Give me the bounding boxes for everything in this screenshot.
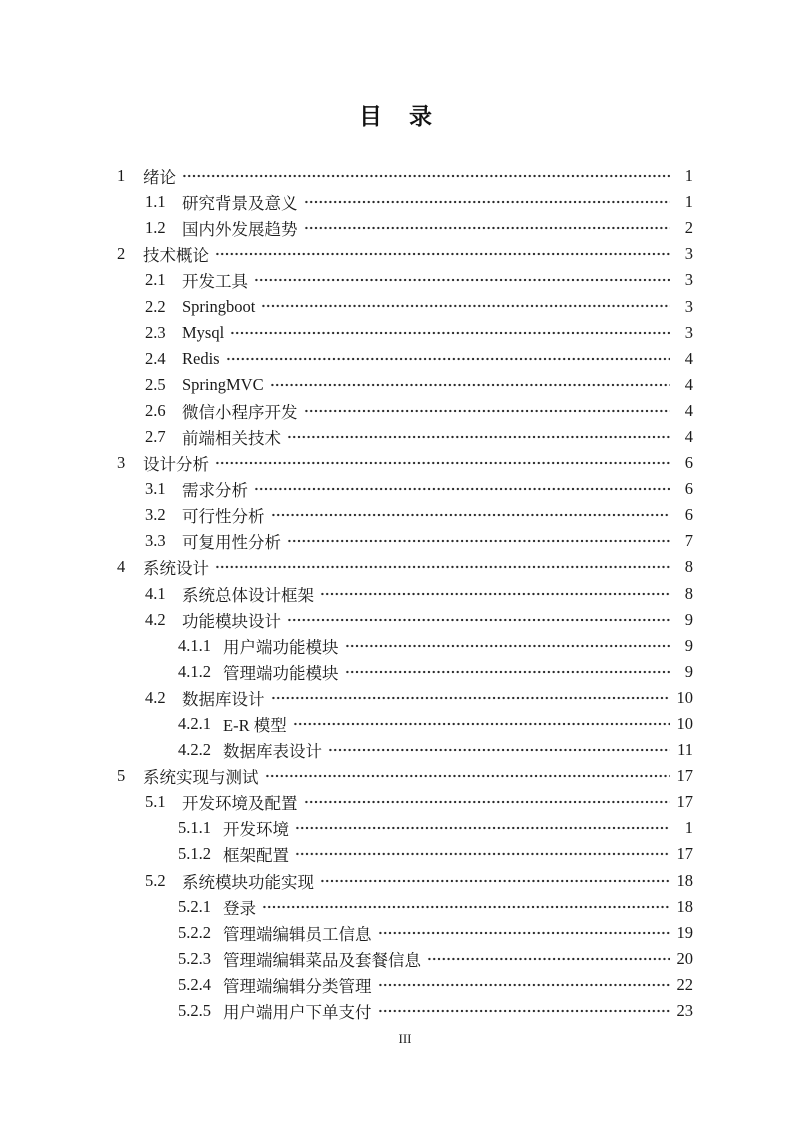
toc-entry [117,450,693,476]
toc-entry [117,998,693,1024]
toc-dot-leader [293,711,670,737]
toc-entry-number: 2.2 [145,296,166,316]
toc-entry-number: 4.2.2 [178,740,211,760]
toc-entry-label: 用户端功能模块 [223,637,339,657]
toc-entry-page: 4 [684,426,693,446]
toc-dot-leader [320,581,670,607]
toc-entry-label: 开发工具 [182,272,248,292]
toc-entry-number: 4.2.1 [178,714,211,734]
toc-entry-page: 1 [684,818,693,838]
toc-entry-number: 2 [117,244,126,264]
toc-entry-label: 可复用性分析 [182,533,281,553]
toc-entry-label: 数据库表设计 [223,742,322,762]
toc-entry [117,189,693,215]
toc-entry-number: 5.2.5 [178,1001,211,1021]
toc-entry [117,398,693,424]
toc-dot-leader [345,659,671,685]
toc-entry-number: 3.1 [145,479,166,499]
toc-entry-page: 17 [676,792,693,812]
toc-entry [117,920,693,946]
toc-entry-label: 微信小程序开发 [182,402,298,422]
toc-entry-number: 5.2.4 [178,974,211,994]
toc-entry-label: E-R 模型 [223,716,287,736]
toc-entry-page: 6 [684,453,693,473]
toc-entry-number: 5.2.2 [178,922,211,942]
toc-entry-page: 1 [684,192,693,212]
toc-entry-label: 框架配置 [223,846,289,866]
toc-entry-page: 4 [684,348,693,368]
toc-entry [117,424,693,450]
toc-entry-label: 技术概论 [143,246,209,266]
toc-entry-number: 5.2.1 [178,896,211,916]
toc-entry-label: 数据库设计 [182,689,265,709]
toc-dot-leader [295,815,670,841]
toc-entry [117,241,693,267]
toc-entry-page: 23 [676,1001,693,1021]
toc-entry-label: 管理端编辑分类管理 [223,976,372,996]
toc-entry [117,815,693,841]
toc-entry-label: 可行性分析 [182,507,265,527]
toc-dot-leader [304,215,671,241]
toc-entry-label: 国内外发展趋势 [182,220,298,240]
toc-entry [117,528,693,554]
toc-dot-leader [254,476,670,502]
toc-entry-page: 8 [684,557,693,577]
toc-entry-page: 18 [676,896,693,916]
toc-entry-label: 绪论 [143,168,176,188]
toc-entry-page: 11 [677,740,693,760]
toc-entry-page: 6 [684,479,693,499]
toc-entry-number: 2.7 [145,426,166,446]
toc-entry [117,163,693,189]
toc-entry-number: 2.6 [145,400,166,420]
toc-dot-leader [287,528,670,554]
toc-entry-page: 4 [684,400,693,420]
toc-entry [117,346,693,372]
toc-entry-number: 3 [117,453,126,473]
page-title: 目 录 [359,104,434,129]
toc-entry-page: 18 [676,870,693,890]
toc-entry [117,215,693,241]
toc-entry-number: 5 [117,766,126,786]
toc-entry-number: 5.1 [145,792,166,812]
toc-entry-label: 登录 [223,898,256,918]
toc-entry-page: 9 [684,609,693,629]
toc-entry-page: 3 [684,244,693,264]
toc-dot-leader [328,737,670,763]
toc-dot-leader [230,320,670,346]
toc-entry-label: 系统设计 [143,559,209,579]
toc-entry [117,737,693,763]
toc-dot-leader [271,685,671,711]
toc-entry-label: SpringMVC [182,374,264,394]
toc-dot-leader [182,163,670,189]
toc-entry-number: 5.2.3 [178,948,211,968]
toc-entry [117,841,693,867]
toc-dot-leader [287,424,670,450]
toc-entry [117,972,693,998]
toc-dot-leader [304,189,671,215]
toc-entry-page: 9 [684,661,693,681]
toc-entry-page: 2 [684,218,693,238]
toc-entry-page: 3 [684,296,693,316]
toc-entry-number: 2.5 [145,374,166,394]
toc-entry-page: 6 [684,505,693,525]
footer-page-number: III [398,1031,412,1046]
toc-entry-number: 4 [117,557,126,577]
toc-entry-page: 3 [684,270,693,290]
toc-dot-leader [345,633,671,659]
toc-entry-label: 管理端编辑员工信息 [223,924,372,944]
toc-entry-label: 管理端功能模块 [223,663,339,683]
toc-entry-number: 2.1 [145,270,166,290]
toc-dot-leader [295,841,670,867]
toc-entry-number: 2.3 [145,322,166,342]
toc-list [117,163,693,1024]
toc-entry-number: 2.4 [145,348,166,368]
toc-entry [117,633,693,659]
toc-entry-label: 研究背景及意义 [182,194,298,214]
toc-entry-page: 19 [676,922,693,942]
toc-dot-leader [320,868,670,894]
toc-entry-number: 4.2 [145,609,166,629]
toc-entry [117,868,693,894]
toc-dot-leader [215,241,670,267]
toc-entry-page: 20 [676,948,693,968]
toc-entry [117,502,693,528]
toc-entry-page: 4 [684,374,693,394]
toc-entry [117,711,693,737]
toc-dot-leader [271,502,671,528]
toc-entry [117,607,693,633]
toc-entry-number: 1 [117,166,126,186]
toc-entry-label: 开发环境 [223,820,289,840]
toc-entry-number: 4.1 [145,583,166,603]
toc-dot-leader [304,789,671,815]
toc-entry-label: 开发环境及配置 [182,794,298,814]
toc-dot-leader [378,998,671,1024]
toc-entry-page: 22 [676,974,693,994]
toc-entry-page: 9 [684,635,693,655]
toc-entry-label: 功能模块设计 [182,611,281,631]
toc-dot-leader [254,267,670,293]
toc-dot-leader [262,894,670,920]
toc-entry [117,946,693,972]
toc-dot-leader [287,607,670,633]
toc-entry-label: 用户端用户下单支付 [223,1003,372,1023]
toc-entry [117,372,693,398]
toc-entry [117,581,693,607]
toc-dot-leader [427,946,670,972]
toc-entry-page: 8 [684,583,693,603]
toc-entry-page: 1 [684,166,693,186]
toc-dot-leader [304,398,671,424]
toc-dot-leader [261,293,670,319]
toc-entry [117,554,693,580]
toc-entry-page: 10 [676,714,693,734]
toc-entry-number: 5.1.2 [178,844,211,864]
toc-dot-leader [226,346,670,372]
toc-entry [117,789,693,815]
toc-entry-label: 系统实现与测试 [143,768,259,788]
toc-dot-leader [265,763,671,789]
toc-entry-page: 10 [676,687,693,707]
toc-entry-number: 5.1.1 [178,818,211,838]
toc-entry-page: 3 [684,322,693,342]
toc-entry-number: 1.2 [145,218,166,238]
toc-entry-label: Mysql [182,322,225,342]
toc-entry-label: Redis [182,348,220,368]
toc-entry [117,763,693,789]
toc-entry [117,685,693,711]
toc-entry-page: 7 [684,531,693,551]
toc-entry-label: Springboot [182,296,256,316]
toc-entry-label: 设计分析 [143,455,209,475]
toc-entry [117,476,693,502]
toc-dot-leader [378,972,671,998]
toc-entry-page: 17 [676,766,693,786]
toc-entry-number: 3.2 [145,505,166,525]
toc-entry-number: 5.2 [145,870,166,890]
toc-entry-number: 3.3 [145,531,166,551]
toc-entry [117,293,693,319]
toc-entry [117,894,693,920]
toc-dot-leader [215,554,670,580]
toc-entry-number: 1.1 [145,192,166,212]
toc-entry [117,659,693,685]
toc-entry-page: 17 [676,844,693,864]
toc-entry-label: 系统总体设计框架 [182,585,314,605]
toc-entry [117,267,693,293]
toc-entry-label: 需求分析 [182,481,248,501]
toc-entry-number: 4.2 [145,687,166,707]
toc-entry-label: 系统模块功能实现 [182,872,314,892]
toc-dot-leader [215,450,670,476]
toc-entry-number: 4.1.1 [178,635,211,655]
toc-entry-label: 管理端编辑菜品及套餐信息 [223,950,421,970]
toc-dot-leader [378,920,671,946]
toc-dot-leader [270,372,670,398]
toc-entry [117,320,693,346]
toc-entry-label: 前端相关技术 [182,428,281,448]
toc-entry-number: 4.1.2 [178,661,211,681]
